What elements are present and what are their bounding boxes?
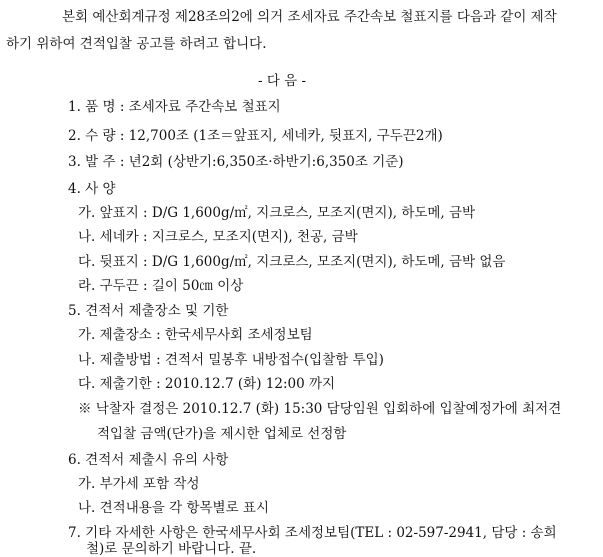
item-2-quantity: 2. 수 량 : 12,700조 (1조＝앞표지, 세네카, 뒷표지, 구두끈2개) — [68, 128, 443, 144]
section-heading: - 다 음 - — [258, 73, 307, 89]
item-5-place: 가. 제출장소 : 한국세무사회 조세정보팀 — [78, 327, 313, 343]
item-6-vat: 가. 부가세 포함 작성 — [78, 476, 200, 492]
item-7-contact-line-1: 7. 기타 자세한 사항은 한국세무사회 조세정보팀(TEL : 02-597-2941, 담당 : 송희 — [68, 525, 557, 541]
item-5-method: 나. 제출방법 : 견적서 밀봉후 내방접수(입찰함 투입) — [78, 352, 384, 368]
item-7-contact-line-2: 철)로 문의하기 바랍니다. 끝. — [86, 541, 257, 557]
item-5-note-line-1: ※ 낙찰자 결정은 2010.12.7 (화) 15:30 담당임원 입회하에 입찰예정가에 최저견 — [78, 401, 562, 417]
item-6-notes: 6. 견적서 제출시 유의 사항 — [68, 452, 229, 468]
item-4-back-cover: 다. 뒷표지 : D/G 1,600g/㎡, 지크로스, 모조지(면지), 하도메, 금박 없음 — [78, 254, 506, 270]
item-3-order: 3. 발 주 : 년2회 (상반기:6,350조·하반기:6,350조 기준) — [68, 154, 404, 170]
item-5-submission: 5. 견적서 제출장소 및 기한 — [68, 303, 229, 319]
item-4-spec: 4. 사 양 — [68, 181, 116, 197]
item-4-front-cover: 가. 앞표지 : D/G 1,600g/㎡, 지크로스, 모조지(면지), 하도메, 금박 — [78, 205, 476, 221]
item-1-product: 1. 품 명 : 조세자료 주간속보 철표지 — [68, 99, 281, 115]
intro-line-1: 본회 예산회계규정 제28조의2에 의거 조세자료 주간속보 철표지를 다음과 같이 제작 — [62, 9, 557, 25]
item-6-itemize: 나. 견적내용을 각 항목별로 표시 — [78, 500, 269, 516]
item-4-lace: 라. 구두끈 : 길이 50㎝ 이상 — [78, 278, 244, 294]
item-5-note-line-2: 적입찰 금액(단가)을 제시한 업체로 선정함 — [97, 426, 347, 442]
item-4-spine: 나. 세네카 : 지크로스, 모조지(면지), 천공, 금박 — [78, 229, 358, 245]
intro-line-2: 하기 위하여 견적입찰 공고를 하려고 합니다. — [6, 36, 267, 52]
item-5-deadline: 다. 제출기한 : 2010.12.7 (화) 12:00 까지 — [78, 376, 336, 392]
